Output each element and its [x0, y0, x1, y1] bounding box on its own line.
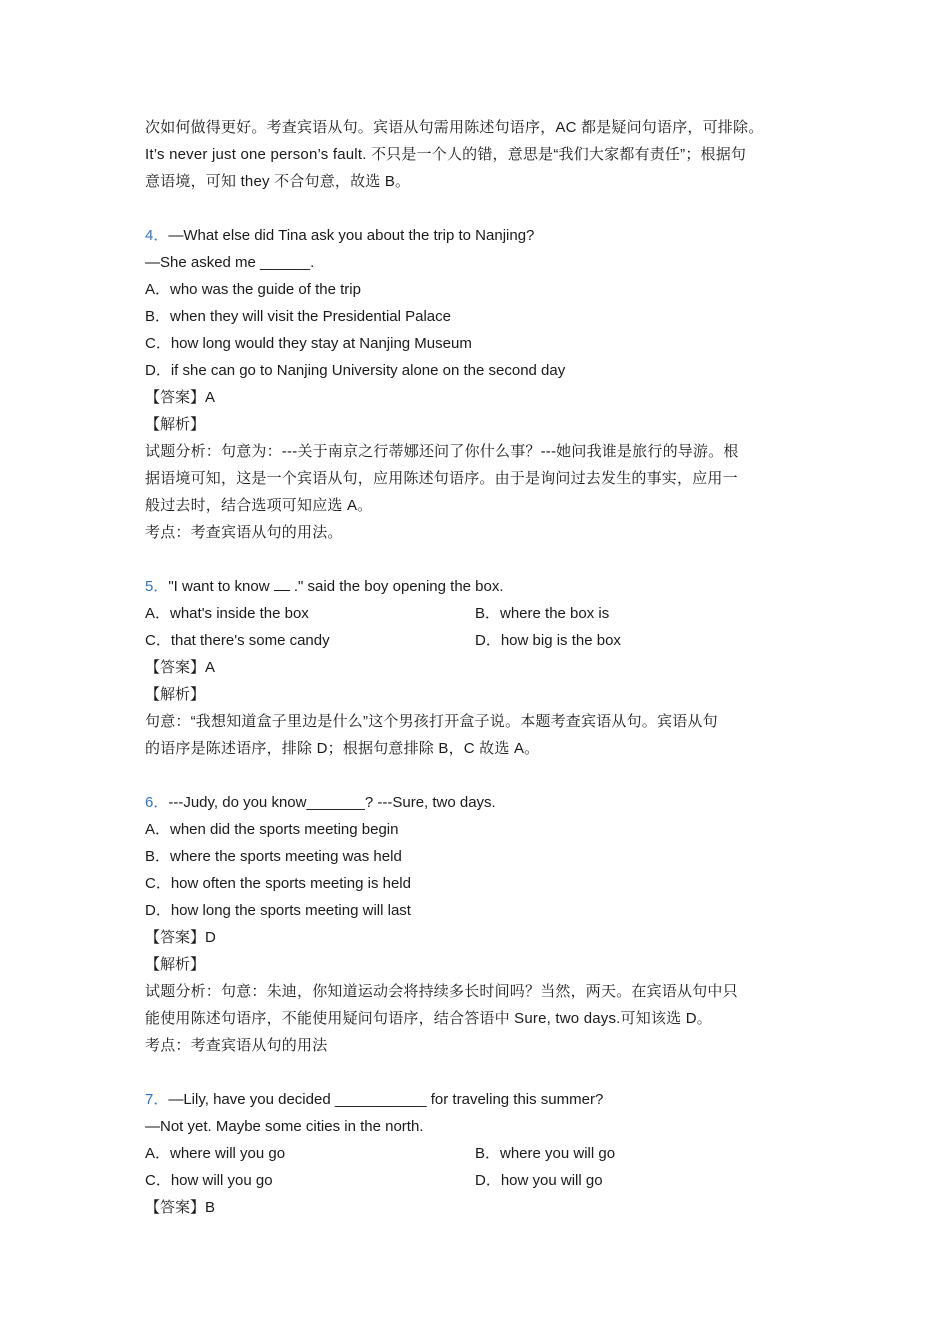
intro-line: 次如何做得更好。考查宾语从句。宾语从句需用陈述句语序，AC 都是疑问句语序，可排除。 [145, 119, 764, 136]
option-c: C．how long would they stay at Nanjing Museum [145, 335, 472, 352]
analysis-label: 【解析】 [145, 416, 206, 433]
option-c: C．that there's some candy [145, 632, 330, 649]
option-b: B．where the sports meeting was held [145, 848, 402, 865]
question-stem [145, 573, 825, 600]
question-5 [145, 573, 825, 762]
intro-line: It’s never just one person’s fault. 不只是一个人的错，意思是“我们大家都有责任”；根据句 [145, 146, 747, 163]
analysis-line: 能使用陈述句语序，不能使用疑问句语序，结合答语中 Sure, two days.可知该选 D。 [145, 1010, 712, 1027]
question-stem [145, 222, 825, 249]
option-c: C．how will you go [145, 1172, 273, 1189]
intro-paragraph [145, 114, 825, 195]
question-text: —What else did Tina ask you about the trip to Nanjing? [168, 227, 535, 244]
option-d: D．if she can go to Nanjing University alone on the second day [145, 362, 566, 379]
question-stem [145, 1086, 825, 1113]
option-d: D．how long the sports meeting will last [145, 902, 411, 919]
question-4 [145, 222, 825, 546]
options-row [145, 627, 825, 654]
option-b: B．where the box is [475, 605, 610, 622]
page-content [145, 114, 825, 1221]
options-row [145, 600, 825, 627]
answer-label: 【答案】A [145, 659, 216, 676]
analysis-label: 【解析】 [145, 686, 206, 703]
question-7 [145, 1086, 825, 1221]
option-a: A．what's inside the box [145, 605, 309, 622]
question-text: ---Judy, do you know_______? ---Sure, two days. [168, 794, 496, 811]
question-number: 5． [145, 578, 169, 595]
question-number: 4． [145, 227, 169, 244]
analysis-line: 考点：考查宾语从句的用法 [145, 1037, 328, 1054]
analysis-line: 句意：“我想知道盒子里边是什么”这个男孩打开盒子说。本题考查宾语从句。宾语从句 [145, 713, 718, 730]
option-b: B．where you will go [475, 1145, 616, 1162]
question-text-start: "I want to know [168, 578, 274, 595]
question-stem-reply: —She asked me ______. [145, 254, 315, 271]
question-6 [145, 789, 825, 1059]
answer-label: 【答案】D [145, 929, 216, 946]
option-a: A．who was the guide of the trip [145, 281, 361, 298]
option-a: A．when did the sports meeting begin [145, 821, 399, 838]
answer-label: 【答案】B [145, 1199, 216, 1216]
options-row [145, 1167, 825, 1194]
question-number: 6． [145, 794, 169, 811]
option-a: A．where will you go [145, 1145, 286, 1162]
analysis-line: 考点：考查宾语从句的用法。 [145, 524, 343, 541]
analysis-line: 试题分析：句意：朱迪，你知道运动会将持续多长时间吗？当然，两天。在宾语从句中只 [145, 983, 738, 1000]
answer-blank [274, 576, 290, 591]
option-b: B．when they will visit the Presidential Palace [145, 308, 451, 325]
question-text-end: ." said the boy opening the box. [289, 578, 504, 595]
option-d: D．how you will go [475, 1172, 603, 1189]
analysis-line: 据语境可知，这是一个宾语从句，应用陈述句语序。由于是询问过去发生的事实，应用一 [145, 470, 738, 487]
answer-label: 【答案】A [145, 389, 216, 406]
option-d: D．how big is the box [475, 632, 621, 649]
option-c: C．how often the sports meeting is held [145, 875, 411, 892]
analysis-line: 试题分析：句意为：---关于南京之行蒂娜还问了你什么事？---她问我谁是旅行的导游。根 [145, 443, 739, 460]
question-text: —Lily, have you decided ___________ for traveling this summer? [168, 1091, 604, 1108]
question-stem-reply: —Not yet. Maybe some cities in the north. [145, 1118, 424, 1135]
options-row [145, 1140, 825, 1167]
question-stem [145, 789, 825, 816]
question-number: 7． [145, 1091, 169, 1108]
intro-line: 意语境，可知 they 不合句意，故选 B。 [145, 173, 411, 190]
analysis-line: 般过去时，结合选项可知应选 A。 [145, 497, 373, 514]
analysis-label: 【解析】 [145, 956, 206, 973]
analysis-line: 的语序是陈述语序，排除 D；根据句意排除 B，C 故选 A。 [145, 740, 540, 757]
